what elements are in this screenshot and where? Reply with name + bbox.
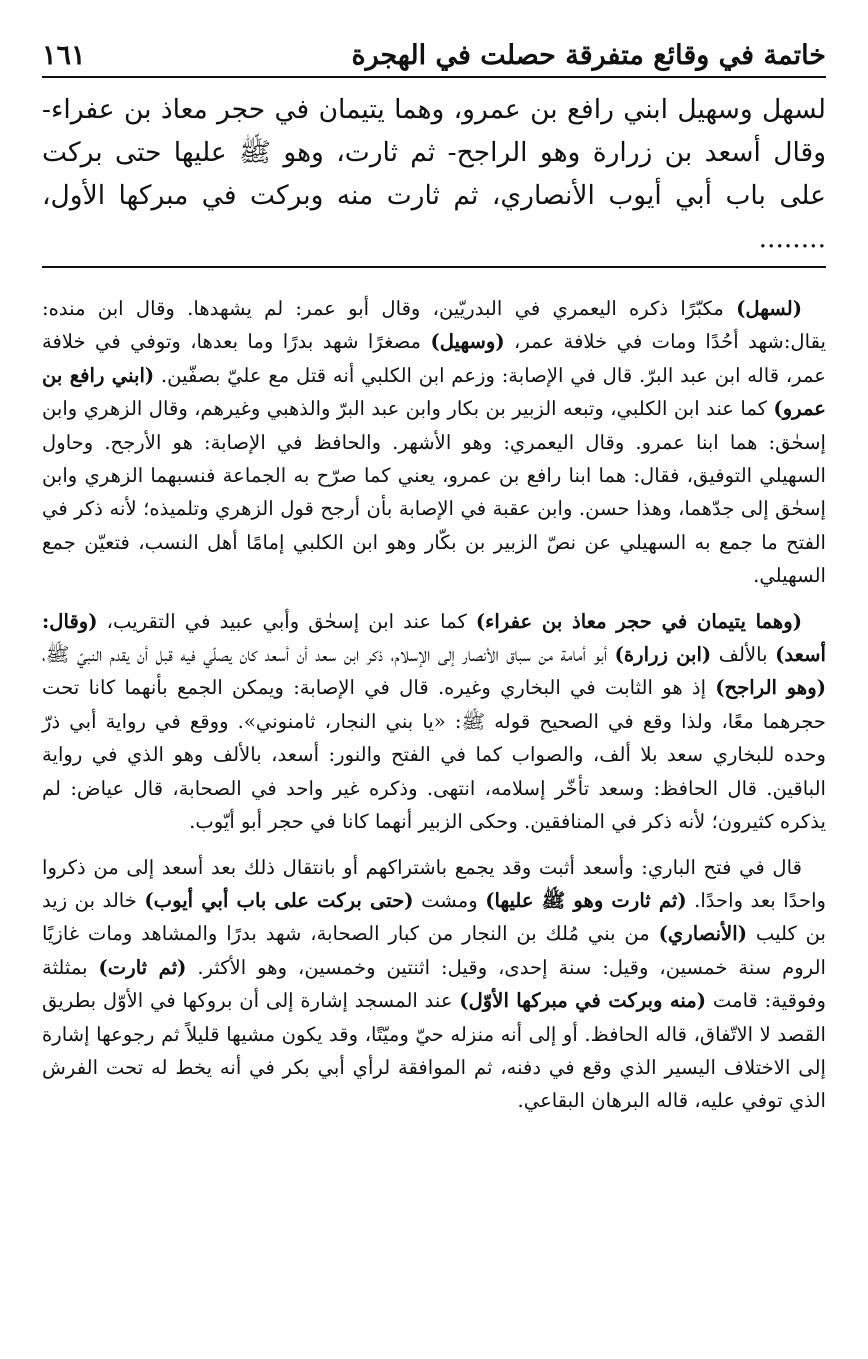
commentary-text: كما عند ابن إسحٰق وأبي عبيد في التقريب، (97, 609, 476, 633)
commentary-text: أبو أمامة من سباق الأنصار إلى الإسلام، ذكر ابن سعد أن أسعد كان يصلّي فيه قبل أن يقدم النبيّ ﷺ، (42, 643, 615, 667)
commentary-text: بمثلثة وفوقية: قامت (42, 955, 827, 1013)
lemma: (وهما يتيمان في حجر معاذ بن عفراء) (475, 609, 802, 633)
commentary-paragraph-1 (42, 292, 826, 593)
commentary-text: عند المسجد إشارة إلى أن بروكها في الأوّل بطريق القصد لا الاتّفاق، قاله الحافظ. أو إلى أنه منزله حيّ وميّتًا، وقد يكون مشيها قليلاً ثم رجوعها إشارة إلى الاختلاف اليسير الذي وقع في دفنه، ثم الموافقة لرأي أبي بكر في أنه يخط له تحت الفرش الذي توفي عليه، قاله البرهان البقاعي. (42, 989, 826, 1113)
lemma: (وقال: أسعد) (42, 609, 826, 667)
running-header (42, 28, 826, 78)
commentary-text: خالد بن زيد بن كليب (42, 888, 827, 946)
commentary-text: من بني مُلك بن النجار من كبار الصحابة، شهد بدرًا والمشاهد ومات غازيًا الروم سنة خمسين، وقيل: سنة إحدى، وقيل: اثنتين وخمسين، وهو الأكثر. (42, 922, 826, 979)
lemma: (الأنصاري) (658, 922, 748, 946)
commentary-text: كما عند ابن الكلبي، وتبعه الزبير بن بكار وابن عبد البرّ والذهبي وغيرهم، وقال الزهري وابن إسحٰق: هما ابنا عمرو. وقال اليعمري: وهو الأشهر. والحافظ في الإصابة: هو الأرجح. وحاول السهيلي التوفيق، فقال: هما ابنا رافع بن عمرو، يعني كما صرّح به الجماعة فنسبهما الزهري وابن إسحٰق إلى جدّهما، وهذا حسن. وابن عقبة في الإصابة بأن أرجح قول الزهري وتلميذه؛ لأنه ذكر في الفتح ما جمع به السهيلي عن نصّ الزبير بن بكّار وهو ابن الكلبي إمامًا أهل النسب، فتعيّن جمع السهيلي. (42, 397, 826, 588)
commentary-text: ومشت (413, 888, 486, 912)
page-number: ١٦١ (42, 39, 86, 71)
lemma: (ثم ثارت) (98, 955, 187, 979)
commentary-text: بالألف (711, 643, 776, 667)
commentary-paragraph-3 (42, 851, 826, 1118)
commentary-text: قال في فتح الباري: وأسعد أثبت وقد يجمع باشتراكهم أو بانتقال ذلك بعد أسعد إلى من ذكروا واحدًا بعد واحدًا. (42, 855, 826, 912)
commentary-text: إذ هو الثابت في البخاري وغيره. قال في الإصابة: ويمكن الجمع بأنهما كانا تحت حجرهما معًا، ولذا وقع في الصحيح قوله ﷺ: «يا بني النجار، ثامنوني». ووقع في رواية أبي ذرّ وحده للبخاري سعد بلا ألف، والصواب كما في الفتح والنور: أسعد، بالألف وهو الذي في رواية الباقين. قال الحافظ: وسعد تأخّر إسلامه، انتهى. وذكره غير واحد في الصحابة، قال عياض: لم يذكره كثيرون؛ لأنه ذكر في المنافقين. وحكى الزبير أنهما كانا في حجر أبو أيّوب. (42, 676, 826, 834)
main-text: لسهل وسهيل ابني رافع بن عمرو، وهما يتيمان في حجر معاذ بن عفراء- وقال أسعد بن زرارة وهو الراجح- ثم ثارت، وهو ﷺ عليها حتى بركت على باب أبي أيوب الأنصاري، ثم ثارت منه وبركت في مبركها الأول، ........ (42, 94, 826, 254)
separator-line (42, 266, 826, 268)
commentary-paragraph-2 (42, 605, 826, 839)
chapter-title: خاتمة في وقائع متفرقة حصلت في الهجرة (351, 39, 826, 71)
lemma: (حتى بركت على باب أبي أيوب) (144, 888, 414, 912)
lemma: (منه وبركت في مبركها الأوّل) (459, 989, 707, 1013)
lemma: (ابني رافع بن عمرو) (42, 363, 826, 421)
lemma: (ابن زرارة) (614, 643, 712, 667)
commentary (42, 292, 826, 1118)
lemma: (وسهيل) (430, 330, 505, 354)
commentary-text: مكبّرًا ذكره اليعمري في البدريّين، وقال أبو عمر: لم يشهدها. وقال ابن منده: يقال:شهد أحُدًا ومات في خلافة عمر، (42, 297, 826, 354)
lemma: (ثم ثارت وهو ﷺ عليها) (485, 888, 687, 912)
lemma: (وهو الراجح) (715, 676, 826, 700)
lemma: (لسهل) (736, 297, 802, 320)
commentary-text: مصغرًا شهد بدرًا وما بعدها، وتوفي في خلافة عمر، قاله ابن عبد البرّ. قال في الإصابة: وزعم ابن الكلبي أنه قتل مع عليّ بصفّين. (42, 330, 827, 387)
